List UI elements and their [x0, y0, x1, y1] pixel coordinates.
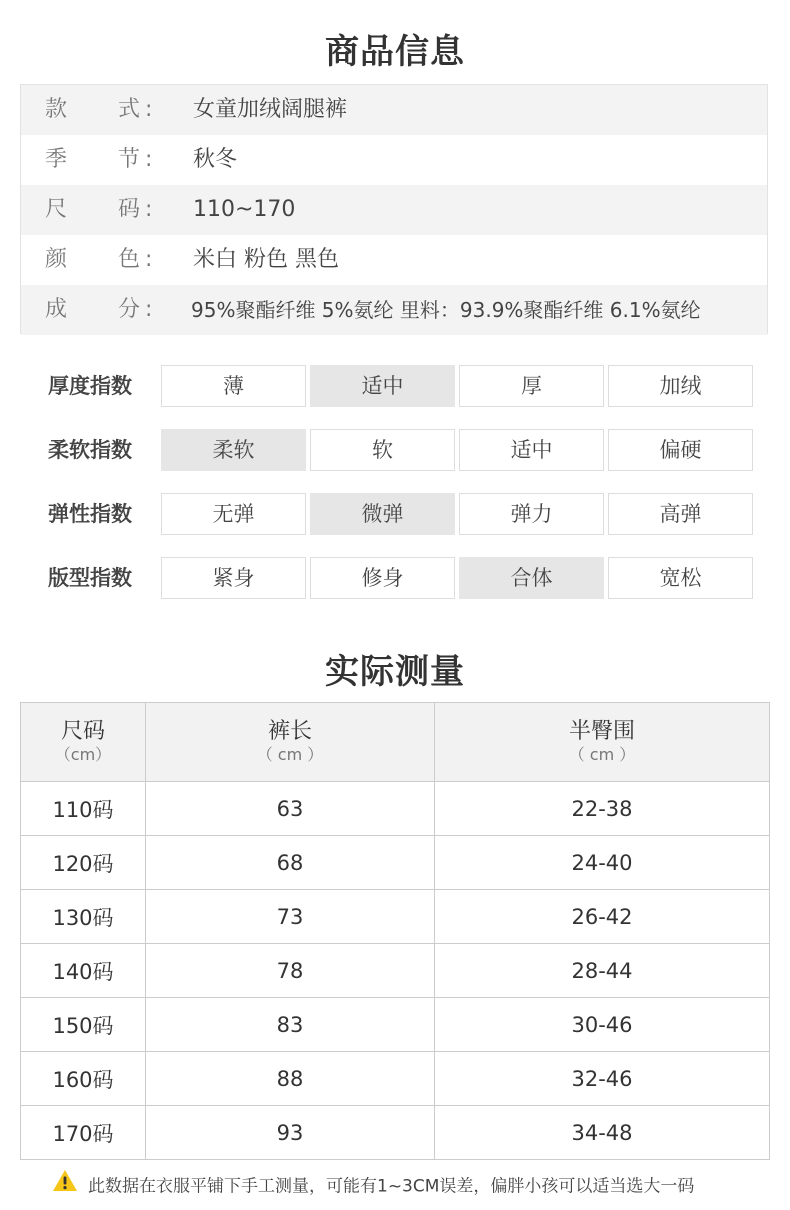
- table-row: [21, 1106, 770, 1160]
- info-value: 110~170: [193, 197, 296, 222]
- index-option-selected: 合体: [459, 557, 604, 599]
- cell-length: 88: [146, 1052, 435, 1106]
- index-option: 紧身: [161, 557, 306, 599]
- index-option: 修身: [310, 557, 455, 599]
- product-info-title: 商品信息: [325, 32, 465, 72]
- cell-length: 93: [146, 1106, 435, 1160]
- cell-length: 78: [146, 944, 435, 998]
- info-value: 秋冬: [193, 147, 238, 172]
- cell-hip: 22-38: [435, 782, 770, 836]
- product-info-table: [20, 84, 768, 334]
- index-option-selected: 适中: [310, 365, 455, 407]
- info-colon: :: [145, 97, 153, 122]
- info-colon: :: [145, 197, 153, 222]
- header-hip-unit: （ cm ）: [568, 745, 636, 764]
- cell-length: 83: [146, 998, 435, 1052]
- info-key-char: 色: [118, 247, 141, 272]
- header-length-label: 裤长: [267, 719, 312, 744]
- header-length-unit: （ cm ）: [256, 745, 324, 764]
- index-label: 厚度指数: [48, 374, 132, 398]
- info-row: [21, 135, 767, 185]
- measurement-title: 实际测量: [325, 652, 465, 692]
- header-hip: [435, 703, 770, 782]
- index-option-selected: 柔软: [161, 429, 306, 471]
- cell-size: 160码: [21, 1052, 146, 1106]
- info-key-char: 式: [118, 97, 141, 122]
- header-length: [146, 703, 435, 782]
- cell-hip: 28-44: [435, 944, 770, 998]
- cell-hip: 26-42: [435, 890, 770, 944]
- index-option: 宽松: [608, 557, 753, 599]
- info-key-char: 成: [45, 297, 68, 322]
- cell-size: 170码: [21, 1106, 146, 1160]
- index-option: 薄: [161, 365, 306, 407]
- info-key-char: 颜: [45, 247, 68, 272]
- note-text: 此数据在衣服平铺下手工测量，可能有1~3CM误差，偏胖小孩可以适当选大一码: [88, 1176, 695, 1197]
- cell-hip: 30-46: [435, 998, 770, 1052]
- info-colon: :: [145, 297, 153, 322]
- index-option-selected: 微弹: [310, 493, 455, 535]
- cell-size: 110码: [21, 782, 146, 836]
- cell-length: 73: [146, 890, 435, 944]
- info-colon: :: [145, 147, 153, 172]
- cell-hip: 32-46: [435, 1052, 770, 1106]
- index-option: 加绒: [608, 365, 753, 407]
- cell-length: 68: [146, 836, 435, 890]
- cell-hip: 34-48: [435, 1106, 770, 1160]
- info-key-char: 尺: [45, 197, 68, 222]
- index-option: 弹力: [459, 493, 604, 535]
- info-row: [21, 235, 767, 285]
- cell-length: 63: [146, 782, 435, 836]
- cell-size: 150码: [21, 998, 146, 1052]
- info-value: 米白 粉色 黑色: [193, 247, 339, 272]
- index-row: [20, 493, 760, 535]
- index-label: 版型指数: [48, 566, 132, 590]
- cell-size: 120码: [21, 836, 146, 890]
- info-row: [21, 285, 767, 335]
- index-row: [20, 429, 760, 471]
- cell-hip: 24-40: [435, 836, 770, 890]
- measurement-note: [52, 1172, 694, 1200]
- info-colon: :: [145, 247, 153, 272]
- info-key-char: 分: [118, 297, 141, 322]
- table-row: [21, 944, 770, 998]
- cell-size: 140码: [21, 944, 146, 998]
- index-label: 柔软指数: [48, 438, 132, 462]
- warning-icon: [52, 1169, 78, 1201]
- index-row: [20, 557, 760, 599]
- index-option: 偏硬: [608, 429, 753, 471]
- index-label: 弹性指数: [48, 502, 132, 526]
- cell-size: 130码: [21, 890, 146, 944]
- index-option: 高弹: [608, 493, 753, 535]
- measurement-table: [20, 702, 770, 1160]
- info-key-char: 节: [118, 147, 141, 172]
- info-row: [21, 185, 767, 235]
- index-option: 厚: [459, 365, 604, 407]
- index-option: 软: [310, 429, 455, 471]
- table-row: [21, 836, 770, 890]
- index-row: [20, 365, 760, 407]
- header-hip-label: 半臀围: [568, 719, 635, 744]
- info-value: 女童加绒阔腿裤: [193, 97, 348, 122]
- info-value: 95%聚酯纤维 5%氨纶 里料：93.9%聚酯纤维 6.1%氨纶: [191, 298, 701, 322]
- info-key-char: 款: [45, 97, 68, 122]
- measurement-header-row: [21, 703, 770, 782]
- header-size-label: 尺码: [60, 719, 105, 744]
- table-row: [21, 1052, 770, 1106]
- header-size: [21, 703, 146, 782]
- info-key-char: 季: [45, 147, 68, 172]
- index-option: 适中: [459, 429, 604, 471]
- table-row: [21, 782, 770, 836]
- table-row: [21, 998, 770, 1052]
- table-row: [21, 890, 770, 944]
- index-option: 无弹: [161, 493, 306, 535]
- header-size-unit: （cm）: [54, 745, 112, 764]
- info-key-char: 码: [118, 197, 141, 222]
- info-row: [21, 85, 767, 135]
